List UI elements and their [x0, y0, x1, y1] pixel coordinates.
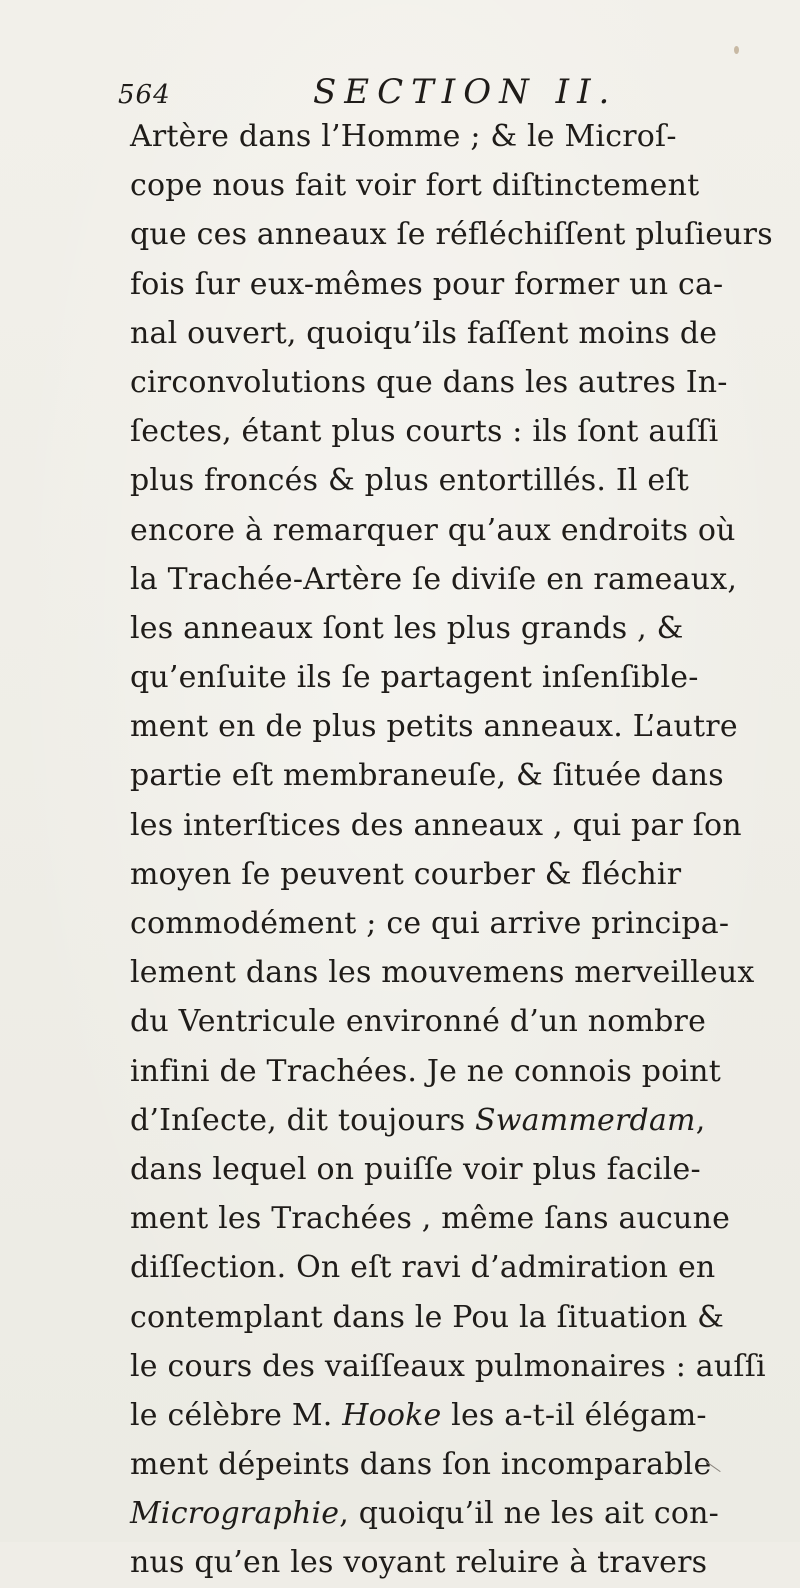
author-name: Swammerdam [475, 1102, 696, 1138]
text-line: Artère dans l’Homme ; & le Microſ- [130, 119, 677, 154]
text-line: contemplant dans le Pou la ſituation & [130, 1299, 725, 1335]
text-line: ſectes, étant plus courts : ils ſont auſſi [130, 414, 719, 450]
paper-speck [734, 46, 739, 54]
text-line: encore à remarquer qu’aux endroits où [130, 512, 736, 548]
text-fragment: , quoiqu’il ne les ait con- [339, 1496, 719, 1532]
text-line: ment dépeints dans ſon incomparable [130, 1447, 712, 1483]
text-line: les interſtices des anneaux , qui par ſon [130, 807, 742, 843]
text-line: du Ventricule environné d’un nombre [130, 1004, 707, 1040]
text-line: dans lequel on puiſſe voir plus facile- [130, 1151, 701, 1187]
text-line: diſſection. On eſt ravi d’admiration en [130, 1250, 716, 1286]
section-title: SECTION II. [313, 72, 618, 112]
text-line: ment les Trachées , même ſans aucune [130, 1201, 731, 1237]
text-line: qu’enſuite ils ſe partagent inſenſible- [130, 660, 699, 696]
running-header [118, 72, 678, 116]
text-fragment: d’Inſecte, dit toujours [130, 1102, 476, 1138]
text-line: fois ſur eux-mêmes pour former un ca- [130, 266, 724, 302]
text-line: que ces anneaux ſe réfléchiſſent pluſieurs [130, 217, 773, 253]
page-number: 564 [118, 80, 171, 110]
text-line: les anneaux ſont les plus grands , & [130, 610, 684, 646]
author-name: Hooke [342, 1397, 442, 1433]
text-line [130, 1489, 770, 1538]
text-line: circonvolutions que dans les autres In- [130, 364, 728, 400]
text-line: nus qu’en les voyant reluire à travers [130, 1545, 708, 1581]
text-fragment: , [695, 1102, 706, 1138]
text-line: partie eſt membraneuſe, & ſituée dans [130, 758, 724, 794]
text-line: le cours des vaiſſeaux pulmonaires : auſſi [130, 1348, 766, 1384]
text-line: nal ouvert, quoiqu’ils faſſent moins de [130, 315, 718, 351]
text-line: infini de Trachées. Je ne connois point [130, 1053, 721, 1089]
text-line: lement dans les mouvemens merveilleux [130, 955, 755, 991]
text-line: plus froncés & plus entortillés. Il eſt [130, 463, 689, 499]
text-line: cope nous fait voir fort diſtinctement [130, 168, 700, 204]
text-line: moyen ſe peuvent courber & fléchir [130, 856, 682, 892]
text-fragment: le célèbre M. [130, 1397, 343, 1433]
text-line: commodément ; ce qui arrive principa- [130, 906, 730, 941]
text-line: la Trachée-Artère ſe diviſe en rameaux, [130, 561, 738, 597]
text-line [130, 1391, 770, 1440]
body-text [130, 112, 773, 1588]
text-line: ment en de plus petits anneaux. L’autre [130, 709, 738, 745]
text-line [130, 1096, 770, 1145]
text-fragment: les a-t-il élégam- [441, 1397, 707, 1433]
work-title: Micrographie [130, 1496, 340, 1532]
